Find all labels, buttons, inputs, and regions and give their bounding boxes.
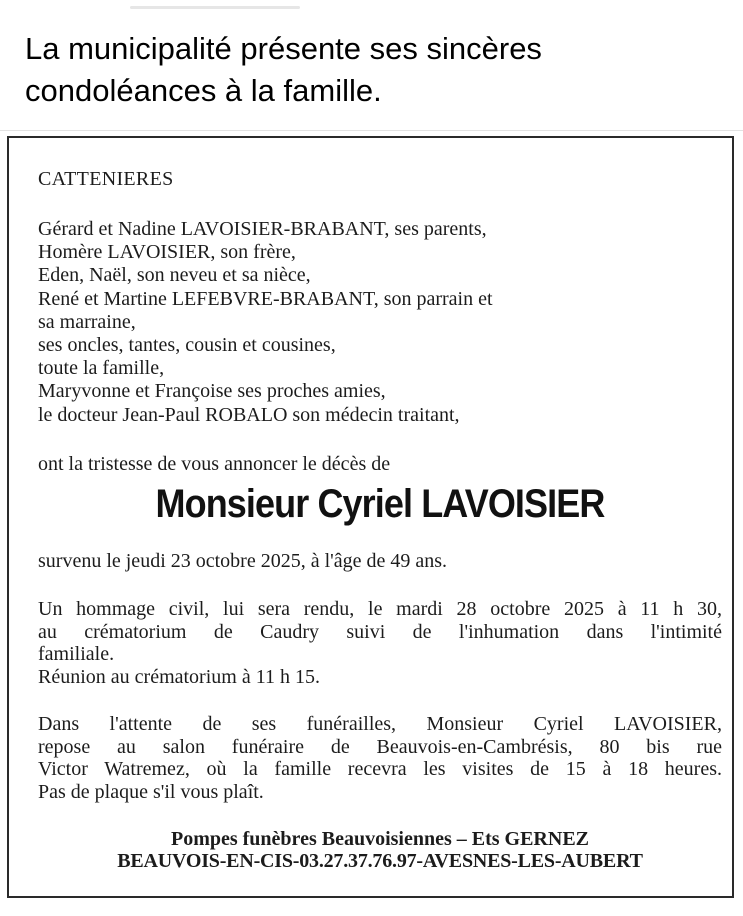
family-line: Homère LAVOISIER, son frère, bbox=[38, 241, 296, 264]
family-line: Eden, Naël, son neveu et sa nièce, bbox=[38, 264, 311, 287]
divider bbox=[0, 130, 743, 131]
funeral-home-contact: BEAUVOIS-EN-CIS-03.27.37.76.97-AVESNES-LES-AUBERT bbox=[117, 850, 643, 872]
visitation-line: Victor Watremez, où la famille recevra les visites de 15 à 18 heures. bbox=[38, 758, 722, 781]
family-line: ses oncles, tantes, cousin et cousines, bbox=[38, 334, 336, 357]
death-info: survenu le jeudi 23 octobre 2025, à l'âge de 49 ans. bbox=[38, 550, 448, 572]
family-list bbox=[38, 218, 698, 427]
announcement-text: ont la tristesse de vous annoncer le décès de bbox=[38, 453, 391, 475]
ceremony-line: Réunion au crématorium à 11 h 15. bbox=[38, 665, 320, 688]
family-line: René et Martine LEFEBVRE-BRABANT, son parrain et bbox=[38, 287, 493, 310]
funeral-home-name: Pompes funèbres Beauvoisiennes – Ets GERNEZ bbox=[170, 828, 589, 850]
ceremony-line: au crématorium de Caudry suivi de l'inhumation dans l'intimité bbox=[38, 620, 722, 643]
post-caption bbox=[25, 28, 725, 112]
visitation-line: repose au salon funéraire de Beauvois-en-Cambrésis, 80 bis rue bbox=[38, 735, 722, 758]
family-line: le docteur Jean-Paul ROBALO son médecin traitant, bbox=[38, 403, 460, 426]
family-line: Gérard et Nadine LAVOISIER-BRABANT, ses parents, bbox=[38, 218, 487, 240]
caption-line: condoléances à la famille. bbox=[25, 73, 382, 108]
visitation-line: Dans l'attente de ses funérailles, Monsieur Cyriel LAVOISIER, bbox=[38, 713, 722, 735]
ceremony-line: Un hommage civil, lui sera rendu, le mardi 28 octobre 2025 à 11 h 30, bbox=[38, 598, 722, 620]
ceremony-paragraph bbox=[38, 598, 722, 688]
town-name: CATTENIERES bbox=[38, 168, 174, 190]
family-line: sa marraine, bbox=[38, 310, 136, 333]
visitation-paragraph bbox=[38, 713, 722, 803]
caption-line: La municipalité présente ses sincères bbox=[25, 31, 542, 66]
visitation-line: Pas de plaque s'il vous plaît. bbox=[38, 780, 264, 803]
ceremony-line: familiale. bbox=[38, 643, 115, 666]
family-line: toute la famille, bbox=[38, 357, 165, 380]
deceased-name: Monsieur Cyriel LAVOISIER bbox=[155, 482, 605, 526]
top-edge-artifact bbox=[130, 6, 300, 9]
obituary-notice bbox=[7, 136, 734, 898]
family-line: Maryvonne et Françoise ses proches amies, bbox=[38, 380, 386, 403]
